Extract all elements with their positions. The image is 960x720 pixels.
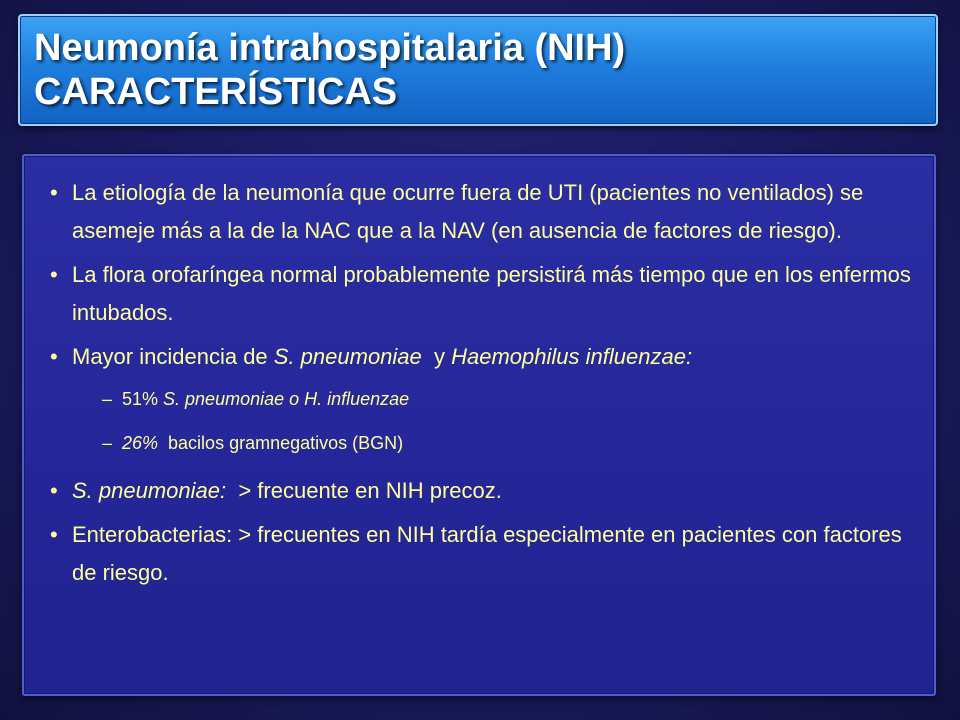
sub-text-2-rest: bacilos gramnegativos (BGN): [158, 433, 404, 453]
dash-marker: –: [102, 433, 113, 453]
bullet-marker: •: [50, 344, 58, 369]
bullet-text-4-organism: S. pneumoniae:: [72, 478, 227, 503]
bullet-item-4: [46, 472, 914, 510]
slide-title-box: [18, 14, 938, 126]
bullet-marker: •: [50, 180, 58, 205]
slide-title-line-2: CARACTERÍSTICAS: [34, 71, 398, 113]
slide-title-line-1: Neumonía intrahospitalaria (NIH): [34, 27, 626, 69]
bullet-item-5: [46, 516, 914, 592]
bullet-item-2: [46, 256, 914, 332]
sub-text-1-prefix: 51%: [122, 389, 164, 409]
sub-text-2-percent: 26%: [122, 433, 159, 453]
bullet-item-3: [46, 338, 914, 376]
bullet-marker: •: [50, 478, 58, 503]
sub-text-1-organisms: S. pneumoniae o H. influenzae: [163, 389, 410, 409]
bullet-text-3-prefix: Mayor incidencia de: [72, 344, 274, 369]
bullet-text-3-middle: y: [421, 344, 452, 369]
bullet-text-3-organism-2: Haemophilus influenzae:: [451, 344, 693, 369]
bullet-text-5: Enterobacterias: > frecuentes en NIH tardía especialmente en pacientes con factores de riesgo.: [72, 522, 902, 585]
slide-content-box: [22, 154, 936, 696]
bullet-marker: •: [50, 262, 58, 287]
bullet-item-1: [46, 174, 914, 250]
bullet-text-4-rest: > frecuente en NIH precoz.: [226, 478, 502, 503]
dash-marker: –: [102, 389, 113, 409]
bullet-marker: •: [50, 522, 58, 547]
bullet-text-1: La etiología de la neumonía que ocurre fuera de UTI (pacientes no ventilados) se asemeje más a la de la NAC que a la NAV (en ausencia de factores de riesgo).: [72, 180, 864, 243]
sub-item-2: [46, 428, 914, 458]
sub-item-1: [46, 384, 914, 414]
bullet-text-3-organism-1: S. pneumoniae: [273, 344, 422, 369]
bullet-text-2: La flora orofaríngea normal probablemente persistirá más tiempo que en los enfermos intubados.: [72, 262, 911, 325]
